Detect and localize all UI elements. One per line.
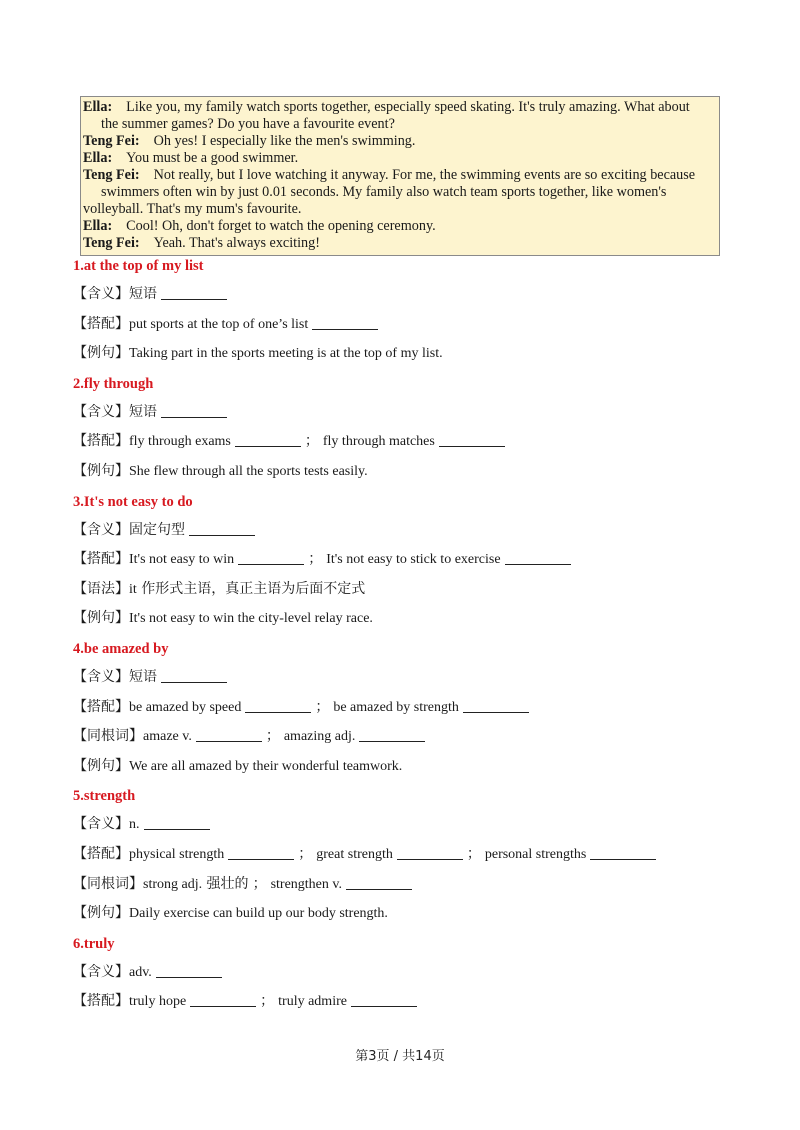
dialog-text: Like you, my family watch sports together, especially speed skating. It's truly amazing. What about [126, 99, 690, 115]
separator: ； [315, 698, 330, 715]
english-text: It's not easy to win [129, 552, 235, 568]
dialog-line [83, 150, 713, 167]
answer-blank [312, 315, 378, 330]
english-text: amazing adj. [283, 729, 356, 745]
section-body [73, 955, 733, 1021]
row-tag: 【含义】 [73, 963, 129, 980]
english-text: strengthen v. [270, 876, 342, 892]
answer-blank [161, 403, 227, 418]
note-row [73, 663, 733, 693]
english-text: put sports at the top of one’s list [129, 316, 309, 332]
english-text: personal strengths [484, 846, 587, 862]
english-text: n. [129, 817, 140, 833]
dialog-line [83, 99, 713, 116]
speaker-name: Teng Fei: [83, 167, 140, 183]
answer-blank [505, 550, 571, 565]
english-text: It's not easy to stick to exercise [326, 552, 501, 568]
section-body [73, 660, 733, 785]
section-title: 1.at the top of my list [73, 258, 204, 274]
section-title: 5.strength [73, 788, 136, 805]
dialog-text: Cool! Oh, don't forget to watch the opening ceremony. [126, 218, 436, 234]
english-text: We are all amazed by their wonderful teamwork. [129, 758, 403, 774]
note-row [73, 870, 733, 900]
row-tag: 【搭配】 [73, 698, 129, 715]
note-row [73, 457, 733, 487]
separator: ； [260, 993, 275, 1010]
dialog-line [83, 218, 713, 235]
separator: ； [265, 728, 280, 745]
section-title: 3.It's not easy to do [73, 493, 193, 510]
answer-blank [156, 963, 222, 978]
dialog-text: Not really, but I love watching it anyway. For me, the swimming events are so exciting because [153, 167, 696, 183]
dialog-text: You must be a good swimmer. [126, 150, 299, 166]
note-row [73, 398, 733, 428]
answer-blank [245, 698, 311, 713]
english-text: truly admire [278, 994, 347, 1010]
answer-blank [359, 727, 425, 742]
row-tag: 【同根词】 [73, 875, 143, 892]
dialog-text: Oh yes! I especially like the men's swimming. [153, 133, 416, 149]
dialogue-box [80, 96, 720, 256]
meaning-text: 短语 [129, 668, 157, 685]
section-body [73, 807, 733, 932]
answer-blank [351, 992, 417, 1007]
english-text: fly through matches [322, 434, 435, 450]
dialog-line-continued: volleyball. That's my mum's favourite. [83, 201, 302, 217]
note-row [73, 427, 733, 457]
section-title: 6.truly [73, 935, 115, 952]
row-tag: 【例句】 [73, 757, 129, 774]
section-body [73, 395, 733, 491]
row-tag: 【搭配】 [73, 845, 129, 862]
answer-blank [189, 521, 255, 536]
english-text: Daily exercise can build up our body strength. [129, 906, 388, 922]
row-tag: 【搭配】 [73, 993, 129, 1010]
note-row [73, 310, 733, 340]
speaker-name: Ella: [83, 99, 113, 115]
row-tag: 【语法】 [73, 580, 129, 597]
note-row [73, 516, 733, 546]
dialog-line [83, 133, 713, 150]
english-text: adv. [129, 964, 152, 980]
answer-blank [144, 815, 210, 830]
note-row [73, 810, 733, 840]
row-tag: 【例句】 [73, 345, 129, 362]
note-row [73, 604, 733, 634]
english-text: amaze v. [143, 729, 192, 745]
note-row [73, 987, 733, 1017]
answer-blank [590, 845, 656, 860]
answer-blank [397, 845, 463, 860]
speaker-name: Teng Fei: [83, 133, 140, 149]
note-row [73, 840, 733, 870]
separator: ； [252, 875, 267, 892]
section-body [73, 277, 733, 373]
section-title: 4.be amazed by [73, 640, 169, 657]
row-tag: 【搭配】 [73, 433, 129, 450]
row-tag: 【同根词】 [73, 728, 143, 745]
separator: ； [304, 433, 319, 450]
english-text: truly hope [129, 994, 187, 1010]
speaker-name: Ella: [83, 150, 113, 166]
answer-blank [235, 432, 301, 447]
english-text: Taking part in the sports meeting is at the top of my list. [129, 346, 443, 362]
note-row [73, 575, 733, 605]
dialog-line [83, 167, 713, 184]
note-row [73, 722, 733, 752]
answer-blank [161, 668, 227, 683]
meaning-text: 短语 [129, 403, 157, 420]
note-row [73, 752, 733, 782]
answer-blank [463, 698, 529, 713]
answer-blank [439, 432, 505, 447]
note-row [73, 899, 733, 929]
row-tag: 【例句】 [73, 610, 129, 627]
note-row [73, 339, 733, 369]
answer-blank [190, 992, 256, 1007]
note-row [73, 958, 733, 988]
answer-blank [346, 875, 412, 890]
english-text: fly through exams [129, 434, 231, 450]
row-tag: 【搭配】 [73, 551, 129, 568]
dialog-text: Yeah. That's always exciting! [153, 235, 320, 251]
answer-blank [228, 845, 294, 860]
chinese-note: 强壮的 [202, 875, 249, 892]
chinese-note: 作形式主语，真正主语为后面不定式 [136, 580, 366, 597]
section-body [73, 513, 733, 638]
english-text: it [129, 581, 137, 597]
note-row [73, 693, 733, 723]
dialog-line [83, 235, 713, 252]
note-row [73, 545, 733, 575]
separator: ； [298, 845, 313, 862]
english-text: be amazed by strength [333, 699, 459, 715]
dialog-line-continued: the summer games? Do you have a favourite event? [101, 116, 395, 132]
english-text: It's not easy to win the city-level relay race. [129, 611, 373, 627]
speaker-name: Ella: [83, 218, 113, 234]
row-tag: 【搭配】 [73, 315, 129, 332]
section-title: 2.fly through [73, 375, 154, 392]
answer-blank [161, 285, 227, 300]
english-text: She flew through all the sports tests easily. [129, 463, 368, 479]
english-text: great strength [316, 846, 393, 862]
row-tag: 【例句】 [73, 462, 129, 479]
meaning-text: 固定句型 [129, 521, 185, 538]
english-text: physical strength [129, 846, 225, 862]
row-tag: 【含义】 [73, 286, 129, 302]
page-footer: 第3页 / 共14页 [355, 1049, 445, 1064]
answer-blank [196, 727, 262, 742]
row-tag: 【含义】 [73, 403, 129, 420]
row-tag: 【含义】 [73, 668, 129, 685]
note-row [73, 280, 733, 310]
separator: ； [466, 845, 481, 862]
row-tag: 【例句】 [73, 905, 129, 922]
row-tag: 【含义】 [73, 816, 129, 833]
separator: ； [308, 551, 323, 568]
answer-blank [238, 550, 304, 565]
row-tag: 【含义】 [73, 521, 129, 538]
speaker-name: Teng Fei: [83, 235, 140, 251]
vocabulary-notes [73, 255, 733, 1021]
meaning-text: 短语 [129, 286, 157, 302]
english-text: be amazed by speed [129, 699, 242, 715]
english-text: strong adj. [143, 876, 203, 892]
dialog-line-continued: swimmers often win by just 0.01 seconds. My family also watch team sports together, like women's [101, 184, 667, 200]
